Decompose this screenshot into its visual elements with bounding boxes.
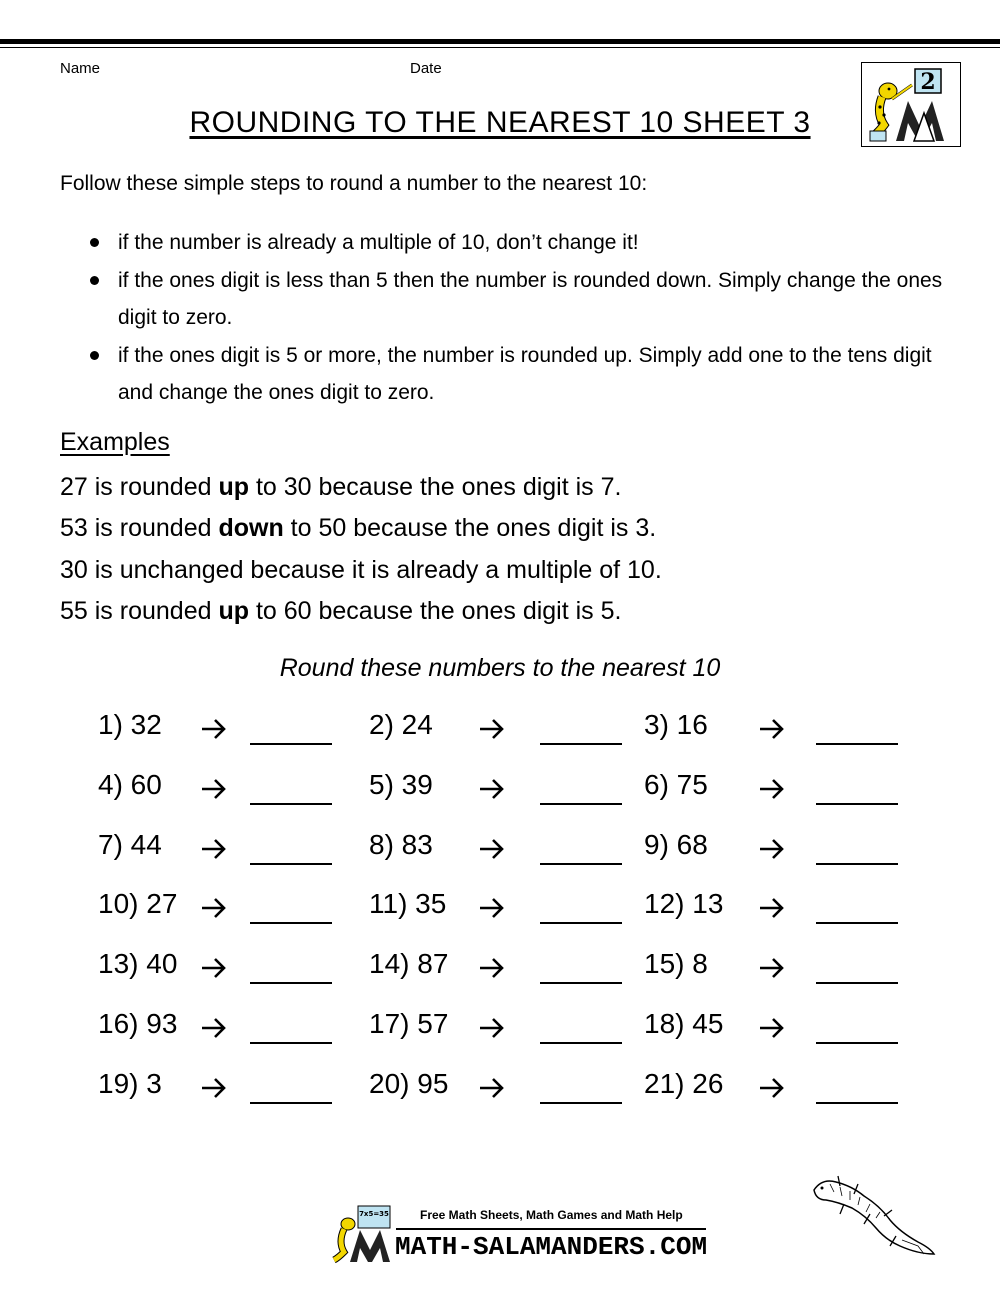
problem-label: 1) 32 [98, 709, 162, 740]
arrow-right-icon [200, 954, 230, 982]
problem-label: 15) 8 [644, 948, 708, 980]
arrow-right-icon [758, 954, 788, 982]
answer-blank[interactable] [816, 1102, 898, 1104]
answer-blank[interactable] [816, 1042, 898, 1044]
problem-label: 10) 27 [98, 888, 178, 920]
answer-blank[interactable] [540, 1102, 622, 1104]
problem-label: 14) 87 [369, 948, 449, 980]
arrow-right-icon [478, 835, 508, 863]
top-rule [0, 39, 1000, 44]
answer-blank[interactable] [250, 1102, 332, 1104]
problem-grid [0, 705, 1000, 1124]
example-line: 53 is rounded down to 50 because the ones digit is 3. [60, 514, 657, 543]
example-line: 27 is rounded up to 30 because the ones digit is 7. [60, 473, 622, 501]
arrow-right-icon [478, 954, 508, 982]
arrow-right-icon [200, 775, 230, 803]
answer-blank[interactable] [540, 922, 622, 924]
answer-blank[interactable] [540, 1042, 622, 1044]
footer-rule [396, 1228, 706, 1230]
problem-row [0, 825, 1000, 885]
problem-label: 20) 95 [369, 1067, 449, 1099]
arrow-right-icon [758, 775, 788, 803]
answer-blank[interactable] [540, 863, 622, 865]
problem-label: 6) 75 [644, 768, 708, 800]
problem-row [0, 944, 1000, 1004]
problem-label: 12) 13 [644, 888, 724, 920]
footer-domain: MATH-SALAMANDERS.COM [395, 1232, 708, 1262]
answer-blank[interactable] [250, 982, 332, 984]
answer-blank[interactable] [250, 1042, 332, 1044]
arrow-right-icon [758, 1074, 788, 1102]
problem-label: 17) 57 [369, 1007, 449, 1039]
examples-list [60, 467, 662, 632]
arrow-right-icon [478, 894, 508, 922]
arrow-right-icon [758, 1014, 788, 1042]
salamander-drawing-icon [800, 1170, 940, 1260]
date-label: Date [410, 60, 442, 77]
problem-label: 5) 39 [369, 768, 433, 800]
arrow-right-icon [478, 715, 508, 743]
arrow-right-icon [478, 1074, 508, 1102]
answer-blank[interactable] [250, 922, 332, 924]
arrow-right-icon [200, 1074, 230, 1102]
problem-row [0, 884, 1000, 944]
arrow-right-icon [478, 1014, 508, 1042]
answer-blank[interactable] [816, 922, 898, 924]
answer-blank[interactable] [816, 743, 898, 745]
problem-label: 4) 60 [98, 768, 162, 800]
answer-blank[interactable] [540, 803, 622, 805]
problem-label: 2) 24 [369, 709, 433, 740]
problem-label: 19) 3 [98, 1067, 162, 1099]
answer-blank[interactable] [250, 743, 332, 745]
arrow-right-icon [200, 835, 230, 863]
arrow-right-icon [758, 835, 788, 863]
name-label: Name [60, 60, 101, 77]
problem-label: 11) 35 [369, 888, 447, 920]
answer-blank[interactable] [816, 982, 898, 984]
arrow-right-icon [758, 715, 788, 743]
problem-label: 3) 16 [644, 709, 708, 740]
footer-tagline: Free Math Sheets, Math Games and Math Help [420, 1208, 683, 1222]
example-line: 55 is rounded up to 60 because the ones digit is 5. [60, 596, 622, 625]
problem-label: 7) 44 [98, 828, 162, 860]
footer-salamander-logo-icon [328, 1204, 398, 1264]
arrow-right-icon [200, 1014, 230, 1042]
example-line: 30 is unchanged because it is already a multiple of 10. [60, 555, 662, 584]
problem-row [0, 1004, 1000, 1064]
problem-row [0, 705, 1000, 765]
logo-grade-number: 2 [920, 69, 936, 95]
answer-blank[interactable] [250, 863, 332, 865]
page-title: ROUNDING TO THE NEAREST 10 SHEET 3 [189, 106, 811, 139]
rules-list [88, 224, 948, 412]
arrow-right-icon [478, 775, 508, 803]
answer-blank[interactable] [540, 982, 622, 984]
problem-row [0, 1064, 1000, 1124]
answer-blank[interactable] [540, 743, 622, 745]
rule-item: if the number is already a multiple of 10, don’t change it! [88, 224, 948, 261]
problem-label: 9) 68 [644, 828, 708, 860]
rule-item: if the ones digit is 5 or more, the number is rounded up. Simply add one to the tens digit and change the ones digit to zero. [88, 337, 948, 411]
answer-blank[interactable] [816, 803, 898, 805]
arrow-right-icon [758, 894, 788, 922]
footer-logo-numbers: 7x5=35 [359, 1210, 389, 1218]
top-rule-thin [0, 47, 1000, 48]
answer-blank[interactable] [816, 863, 898, 865]
math-salamanders-logo [861, 62, 961, 147]
problem-row [0, 765, 1000, 825]
arrow-right-icon [200, 894, 230, 922]
intro-text: Follow these simple steps to round a number to the nearest 10: [60, 172, 648, 195]
rule-item: if the ones digit is less than 5 then the number is rounded down. Simply change the ones digit to zero. [88, 262, 948, 336]
examples-heading: Examples [60, 428, 170, 456]
arrow-right-icon [200, 715, 230, 743]
problem-label: 13) 40 [98, 948, 178, 980]
problem-label: 18) 45 [644, 1007, 724, 1039]
problem-label: 21) 26 [644, 1067, 724, 1099]
salamander-logo-icon [862, 63, 960, 146]
problem-label: 16) 93 [98, 1007, 178, 1039]
answer-blank[interactable] [250, 803, 332, 805]
problem-label: 8) 83 [369, 828, 433, 860]
exercise-instruction: Round these numbers to the nearest 10 [279, 654, 721, 682]
